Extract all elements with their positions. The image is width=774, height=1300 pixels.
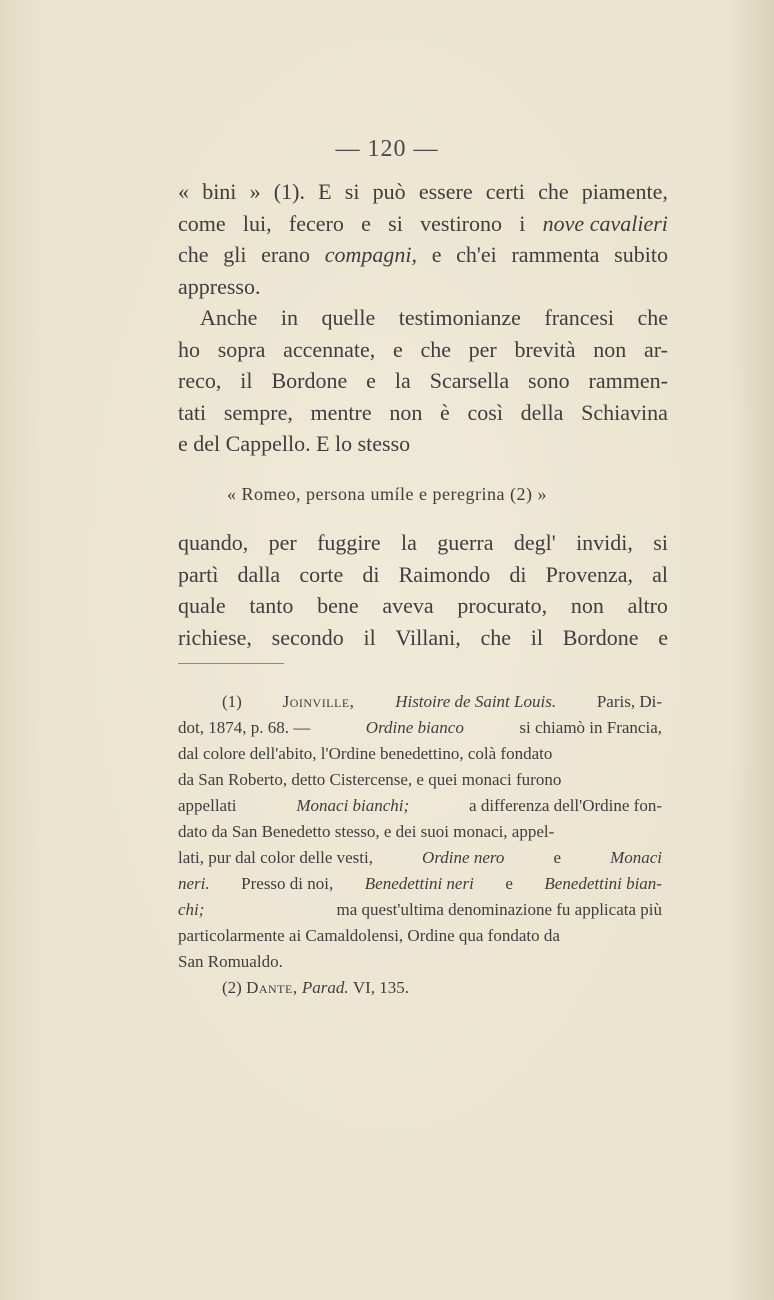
word: brevità (514, 336, 576, 362)
word: così (467, 399, 503, 425)
text-line (178, 176, 668, 208)
footnote-1-line (178, 689, 662, 715)
word: il (240, 368, 253, 393)
word: Schiavina (581, 399, 668, 425)
word: (1). (273, 179, 305, 204)
footnote-italic: chi; (178, 900, 205, 919)
footnote-1-line (178, 741, 662, 767)
word: corte (299, 561, 344, 587)
footnote-2-line (178, 975, 662, 1001)
word: la (394, 368, 411, 393)
footnote-text: dot, 1874, p. 68. — (178, 718, 311, 737)
word: che (178, 242, 209, 267)
word: « (178, 179, 189, 204)
word: tanto (249, 593, 294, 618)
word: si (653, 530, 668, 555)
word: il (530, 624, 543, 650)
word: la (401, 530, 417, 555)
footnote-italic: neri. (178, 874, 210, 893)
word: subito (614, 242, 668, 267)
word: sempre, (223, 399, 293, 425)
word: e (361, 210, 371, 236)
word: degl' (513, 530, 556, 555)
word: lui, (242, 210, 272, 236)
footnote-1-line (178, 715, 662, 741)
page-number: — 120 — (335, 136, 439, 162)
footnote-1-line (178, 897, 662, 923)
word: ch'ei (456, 242, 497, 267)
italic-word: compagni, (324, 242, 417, 267)
footnote-1-line (178, 949, 662, 975)
word: fuggire (317, 530, 381, 555)
word: si (388, 210, 403, 236)
text-line (178, 559, 668, 591)
word: » (249, 179, 261, 204)
footnote-1-line (178, 845, 662, 871)
paragraph-3 (178, 527, 668, 653)
word: non (389, 399, 423, 425)
word: secondo (271, 624, 344, 650)
word: procurato, (457, 593, 548, 618)
word: è (440, 399, 450, 425)
word: e (431, 242, 442, 267)
word: reco, (178, 368, 222, 393)
word: può (372, 179, 406, 204)
footnote-publisher: Paris, Di- (596, 692, 662, 711)
text-line (178, 622, 668, 654)
word: tati (178, 399, 207, 425)
italic-phrase: nove cavalieri (542, 210, 668, 236)
word: Bordone (271, 368, 348, 393)
word: Anche (200, 305, 258, 330)
footnote-text: lati, pur dal color delle vesti, (178, 848, 373, 867)
word: Provenza, (545, 561, 633, 587)
word: francesi (544, 305, 614, 330)
word: al (652, 561, 668, 587)
word: quelle (321, 305, 376, 330)
word: bini (202, 179, 237, 204)
word: rammenta (511, 242, 600, 267)
footnote-text: Presso di noi, (241, 874, 334, 893)
footnote-author: Joinville, (282, 692, 355, 711)
footnote-text: San Romualdo. (178, 952, 283, 971)
footnote-text: ma quest'ultima denominazione fu applicata più (336, 900, 662, 919)
footnote-1-line (178, 923, 662, 949)
word: invidi, (576, 530, 633, 555)
footnote-author: Dante, (246, 978, 298, 997)
word: dalla (237, 561, 281, 587)
word: Raimondo (398, 561, 491, 587)
text-line (178, 590, 668, 622)
text-line (178, 365, 668, 397)
footnote-text: appellati (178, 796, 237, 815)
word: essere (418, 179, 473, 204)
word: ar- (643, 336, 668, 362)
word: ho (178, 336, 200, 362)
word: rammen- (588, 368, 668, 393)
word: il (363, 624, 376, 650)
word: che (480, 624, 511, 650)
text-line (178, 334, 668, 366)
word: vestirono (420, 210, 503, 236)
word: fecero (288, 210, 344, 236)
word: guerra (437, 530, 494, 555)
word: e (658, 624, 668, 650)
footnote-text: dal colore dell'abito, l'Ordine benedettino, colà fondato (178, 744, 553, 763)
text-line (178, 527, 668, 559)
word: gli (223, 242, 247, 267)
text-line (178, 239, 668, 271)
word: che (637, 305, 668, 330)
paragraph-1 (178, 176, 668, 460)
footnote-italic: Monaci bianchi; (296, 796, 410, 815)
word: della (520, 399, 564, 425)
word: che (538, 179, 569, 204)
footnote-title: Histoire de Saint Louis. (395, 692, 557, 711)
word: altro (627, 593, 668, 618)
word: quando, (178, 530, 249, 555)
word: per (268, 530, 297, 555)
footnote-1-line (178, 871, 662, 897)
word: quale (178, 593, 226, 618)
word: Villani, (395, 624, 461, 650)
footnote-1-line (178, 793, 662, 819)
text-line (178, 428, 668, 460)
footnote-text: dato da San Benedetto stesso, e dei suoi monaci, appel- (178, 822, 555, 841)
text-line (178, 397, 668, 429)
footnote-title: Parad. (301, 978, 349, 997)
footnote-text: si chiamò in Francia, (519, 718, 662, 737)
word: mentre (310, 399, 372, 425)
word: appresso. (178, 273, 261, 299)
word: erano (261, 242, 311, 267)
word: richiese, (178, 624, 252, 650)
footnote-text: da San Roberto, detto Cistercense, e quei monaci furono (178, 770, 562, 789)
word: bene (317, 593, 359, 618)
footnote-italic: Benedettini neri (364, 874, 474, 893)
word: sopra (217, 336, 266, 362)
footnote-reference: VI, 135. (352, 978, 410, 997)
phrase: e del Cappello. E lo stesso (178, 431, 411, 456)
footnote-italic: Monaci (610, 848, 662, 867)
word: in (280, 305, 299, 330)
word: e (366, 368, 376, 393)
footnote-text: e (553, 848, 561, 867)
footnote-divider (178, 663, 284, 664)
dante-quote: « Romeo, persona umíle e peregrina (2) » (227, 484, 547, 504)
footnote-text: e (505, 874, 513, 893)
word: sono (528, 368, 570, 393)
word: non (570, 593, 604, 618)
text-line (178, 271, 668, 303)
footnote-1-line (178, 767, 662, 793)
word: Bordone (562, 624, 639, 650)
footnote-1-line (178, 819, 662, 845)
text-line (178, 302, 668, 334)
word: aveva (382, 593, 434, 618)
footnote-text: particolarmente ai Camaldolensi, Ordine qua fondato da (178, 926, 560, 945)
word: testimonianze (398, 305, 521, 330)
word: piamente, (581, 179, 668, 204)
word: di (509, 561, 527, 587)
footnote-italic: Ordine bianco (365, 718, 464, 737)
word: partì (178, 561, 219, 587)
word: di (362, 561, 380, 587)
footnote-italic: Benedettini bian- (544, 874, 662, 893)
word: certi (485, 179, 525, 204)
footnote-marker: (1) (222, 692, 242, 711)
footnote-italic: Ordine nero (422, 848, 505, 867)
word: accennate, (283, 336, 376, 362)
word: e (392, 336, 403, 362)
word: come (178, 210, 226, 236)
word: si (344, 179, 360, 204)
footnote-text: a differenza dell'Ordine fon- (469, 796, 662, 815)
word: per (468, 336, 497, 362)
text-line (178, 208, 668, 240)
word: che (420, 336, 451, 362)
word: non (593, 336, 627, 362)
footnote-marker: (2) (222, 978, 242, 997)
word: i (519, 210, 526, 236)
word: E (318, 179, 332, 204)
word: Scarsella (429, 368, 510, 393)
footnotes (178, 689, 662, 1001)
